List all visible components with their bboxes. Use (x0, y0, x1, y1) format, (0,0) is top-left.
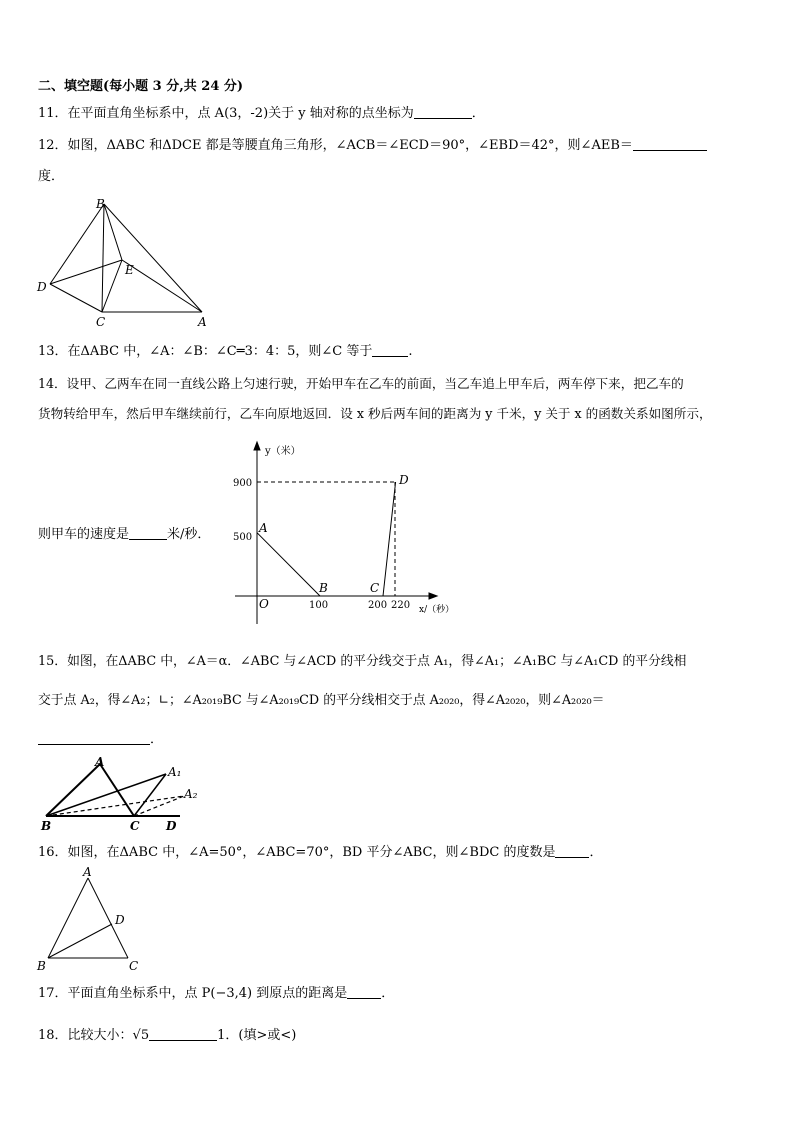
q16-point-D: D (115, 913, 125, 927)
answer-blank-14[interactable] (129, 525, 167, 540)
point-label-D: D (37, 280, 47, 294)
graph-point-C: C (370, 581, 380, 595)
point-label-C: C (96, 315, 106, 329)
q15-point-D: D (166, 819, 177, 833)
question-15-line1: 15．如图，在ΔABC 中，∠A＝α．∠ABC 与∠ACD 的平分线交于点 A₁，得∠A₁；∠A₁BC 与∠A₁CD 的平分线相 (38, 654, 687, 669)
answer-blank-16[interactable] (555, 843, 589, 858)
point-label-A: A (198, 315, 207, 329)
x-tick-220: 220 (391, 600, 411, 611)
question-14-suffix: 米/秒． (167, 527, 211, 542)
question-17 (38, 984, 394, 1003)
question-16-end: ． (589, 845, 603, 860)
origin-label: O (259, 597, 269, 611)
figure-q12 (30, 196, 220, 332)
x-tick-100: 100 (309, 600, 329, 611)
question-18 (38, 1026, 296, 1045)
question-16-text: 16．如图，在ΔABC 中，∠A=50°，∠ABC=70°，BD 平分∠ABC，则∠BDC 的度数是 (38, 845, 556, 860)
q16-point-B: B (37, 959, 46, 973)
q16-point-A: A (83, 865, 92, 879)
question-12-line2: 度． (38, 169, 65, 184)
q15-point-A2: A₂ (184, 787, 198, 801)
q15-point-A: A (95, 755, 105, 769)
answer-blank-11[interactable] (414, 104, 472, 119)
question-18-end: 1．(填>或<) (217, 1028, 297, 1043)
question-15-end: ． (150, 732, 164, 747)
y-axis-label: y（米） (265, 446, 301, 457)
figure-q16 (36, 864, 146, 974)
x-axis-arrow (429, 593, 437, 599)
graph-segment-1 (257, 533, 320, 596)
question-11-end: ． (471, 106, 485, 121)
graph-point-D: D (399, 473, 409, 487)
question-16 (38, 843, 602, 862)
section-title: 二、填空题(每小题 3 分,共 24 分) (38, 79, 244, 94)
x-axis-label: x/（秒） (419, 605, 455, 615)
graph-q14 (225, 440, 465, 630)
point-label-E: E (125, 263, 134, 277)
y-tick-900: 900 (233, 478, 253, 489)
question-11-text: 11．在平面直角坐标系中，点 A(3，-2)关于 y 轴对称的点坐标为 (38, 106, 414, 121)
question-17-end: ． (381, 986, 395, 1001)
question-11 (38, 104, 485, 123)
question-14-prefix: 则甲车的速度是 (38, 527, 130, 542)
question-13 (38, 342, 413, 361)
question-12-text: 12．如图，ΔABC 和ΔDCE 都是等腰直角三角形，∠ACB＝∠ECD＝90°，∠EBD＝42°，则∠AEB＝ (38, 138, 633, 153)
graph-point-B: B (319, 581, 328, 595)
question-14-line2: 货物转给甲车，然后甲车继续前行，乙车向原地返回．设 x 秒后两车间的距离为 y 千米，y 关于 x 的函数关系如图所示， (38, 406, 712, 421)
q16-point-C: C (129, 959, 139, 973)
point-label-B: B (96, 197, 105, 211)
graph-point-A: A (259, 521, 268, 535)
question-15-line2: 交于点 A₂，得∠A₂；∟；∠A₂₀₁₉BC 与∠A₂₀₁₉CD 的平分线相交于点 A₂₀₂₀，得∠A₂₀₂₀，则∠A₂₀₂₀＝ (38, 693, 605, 708)
question-17-text: 17．平面直角坐标系中，点 P(−3,4) 到原点的距离是 (38, 986, 348, 1001)
graph-segment-2 (383, 482, 396, 596)
question-13-text: 13．在ΔABC 中，∠A：∠B：∠C═3：4：5，则∠C 等于 (38, 344, 373, 359)
answer-blank-15[interactable] (38, 730, 150, 745)
answer-blank-18[interactable] (149, 1026, 217, 1041)
answer-blank-12[interactable] (633, 136, 707, 151)
question-14-answer (38, 525, 210, 544)
question-15-line3 (38, 730, 163, 749)
question-12 (38, 136, 707, 155)
figure-q15 (38, 756, 198, 836)
question-14-line1: 14．设甲、乙两车在同一直线公路上匀速行驶，开始甲车在乙车的前面，当乙车追上甲车后，两车停下来，把乙车的 (38, 376, 684, 391)
answer-blank-17[interactable] (347, 984, 381, 999)
y-tick-500: 500 (233, 532, 253, 543)
question-18-text: 18．比较大小：√5 (38, 1028, 150, 1043)
q15-point-A1: A₁ (168, 765, 182, 779)
x-tick-200: 200 (368, 600, 388, 611)
question-13-end: . (408, 344, 413, 359)
q15-point-B: B (41, 819, 52, 833)
y-axis-arrow (254, 442, 260, 450)
q15-point-C: C (130, 819, 140, 833)
answer-blank-13[interactable] (372, 342, 408, 357)
